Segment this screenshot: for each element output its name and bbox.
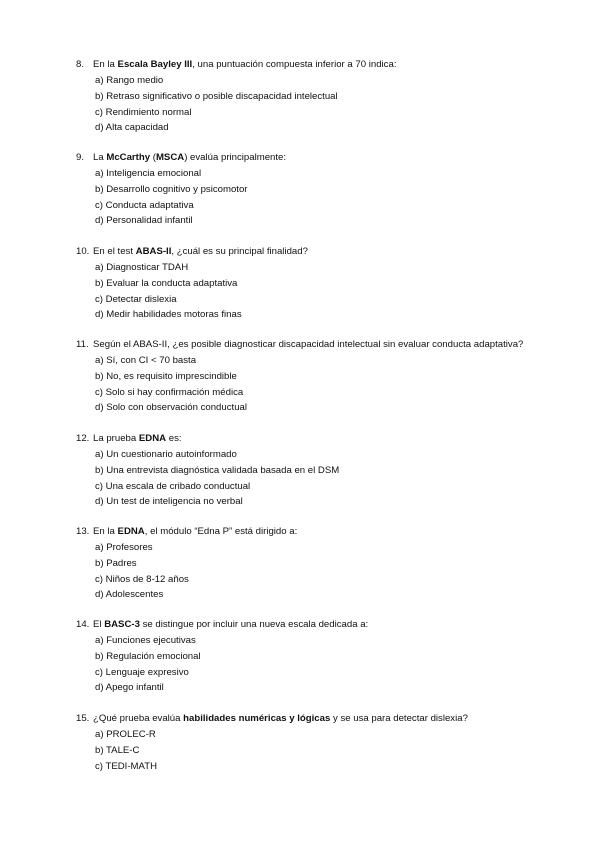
question-emphasis: McCarthy xyxy=(106,152,151,163)
answer-option: d) Adolescentes xyxy=(95,589,164,601)
question-text xyxy=(76,524,556,540)
question-number: 8. xyxy=(76,59,85,70)
answer-option: a) PROLEC-R xyxy=(95,729,156,740)
answer-option: c) TEDI-MATH xyxy=(95,760,157,772)
question-block xyxy=(76,524,556,603)
answer-option: a) Sí, con CI < 70 basta xyxy=(95,355,197,366)
answer-option: c) Detectar dislexia xyxy=(95,293,177,305)
answer-option: d) Alta capacidad xyxy=(95,122,169,134)
answer-option: b) Evaluar la conducta adaptativa xyxy=(95,277,238,289)
answer-option: c) Niños de 8-12 años xyxy=(95,573,189,585)
answer-option: d) Apego infantil xyxy=(95,682,164,694)
answer-option: b) Una entrevista diagnóstica validada basada en el DSM xyxy=(95,464,340,476)
question-emphasis: habilidades numéricas y lógicas xyxy=(183,713,331,724)
question-text xyxy=(76,244,556,260)
question-segment: , ¿cuál es su principal finalidad? xyxy=(171,246,308,257)
question-block xyxy=(76,244,556,323)
answer-option: a) Rango medio xyxy=(95,75,164,86)
question-text xyxy=(76,617,556,633)
question-segment: La xyxy=(93,152,107,163)
question-segment: ¿Qué prueba evalúa xyxy=(93,713,184,724)
question-number: 10. xyxy=(76,246,90,257)
answer-option: b) TALE-C xyxy=(95,744,140,756)
answer-option: d) Personalidad infantil xyxy=(95,215,193,227)
question-emphasis: Escala Bayley III xyxy=(117,59,193,70)
answer-option: c) Lenguaje expresivo xyxy=(95,666,189,678)
answer-option: c) Solo si hay confirmación médica xyxy=(95,386,244,398)
question-block xyxy=(76,57,556,136)
answer-option: c) Una escala de cribado conductual xyxy=(95,480,251,492)
question-number: 15. xyxy=(76,713,90,724)
question-block xyxy=(76,337,556,416)
question-segment: , una puntuación compuesta inferior a 70 indica: xyxy=(192,59,397,70)
question-segment: es: xyxy=(166,433,182,444)
question-segment: ) evalúa principalmente: xyxy=(184,152,287,163)
question-number: 11. xyxy=(76,339,89,350)
question-text xyxy=(76,337,556,353)
answer-option: d) Un test de inteligencia no verbal xyxy=(95,496,243,508)
question-emphasis: ABAS-II xyxy=(135,246,172,257)
answer-option: c) Rendimiento normal xyxy=(95,106,192,118)
answer-option: a) Un cuestionario autoinformado xyxy=(95,449,237,460)
question-segment: , el módulo “Edna P” está dirigido a: xyxy=(144,526,298,537)
question-emphasis: EDNA xyxy=(117,526,145,537)
question-block xyxy=(76,431,556,510)
question-segment: Según el ABAS-II, ¿es posible diagnosticar discapacidad intelectual sin evaluar conducta adaptativa? xyxy=(93,339,524,350)
question-block xyxy=(76,617,556,696)
answer-option: b) Regulación emocional xyxy=(95,650,201,662)
question-segment: En la xyxy=(93,526,118,537)
question-block xyxy=(76,150,556,229)
question-number: 12. xyxy=(76,433,90,444)
question-number: 14. xyxy=(76,619,90,630)
question-block xyxy=(76,711,556,774)
question-text xyxy=(76,150,556,166)
question-text xyxy=(76,711,556,727)
answer-option: b) Desarrollo cognitivo y psicomotor xyxy=(95,183,248,195)
question-segment: En el test xyxy=(93,246,136,257)
answer-option: d) Medir habilidades motoras finas xyxy=(95,309,242,321)
answer-option: b) No, es requisito imprescindible xyxy=(95,370,237,382)
answer-option: d) Solo con observación conductual xyxy=(95,402,247,414)
question-emphasis: EDNA xyxy=(138,433,167,444)
question-emphasis: MSCA xyxy=(155,152,185,163)
answer-option: a) Inteligencia emocional xyxy=(95,168,202,179)
question-segment: La prueba xyxy=(93,433,139,444)
question-segment: El xyxy=(93,619,105,630)
answer-option: a) Profesores xyxy=(95,542,153,553)
answer-option: c) Conducta adaptativa xyxy=(95,199,194,211)
question-segment: y se usa para detectar dislexia? xyxy=(330,713,468,724)
question-text xyxy=(76,57,556,73)
question-emphasis: BASC-3 xyxy=(104,619,140,630)
question-segment: En la xyxy=(93,59,118,70)
question-segment: se distingue por incluir una nueva escala dedicada a: xyxy=(139,619,369,630)
question-number: 9. xyxy=(76,152,85,163)
question-text xyxy=(76,431,556,447)
question-number: 13. xyxy=(76,526,90,537)
answer-option: b) Retraso significativo o posible discapacidad intelectual xyxy=(95,90,338,102)
answer-option: a) Diagnosticar TDAH xyxy=(95,262,189,273)
answer-option: a) Funciones ejecutivas xyxy=(95,635,196,646)
question-segment: ( xyxy=(150,152,156,163)
answer-option: b) Padres xyxy=(95,557,137,569)
